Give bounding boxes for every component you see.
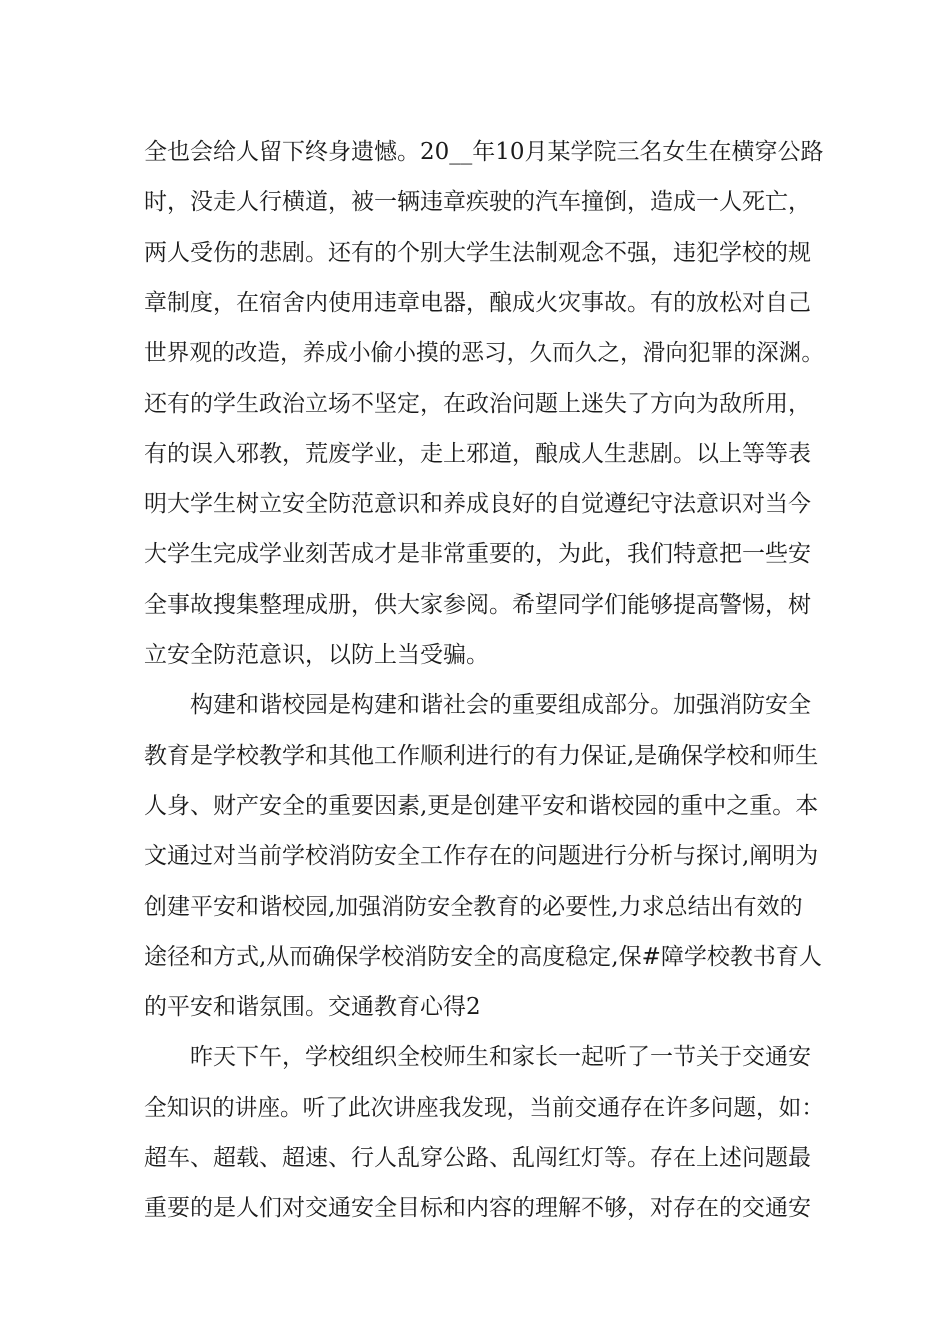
text-line: 途径和方式,从而确保学校消防安全的高度稳定,保#障学校教书育人 [144, 944, 822, 970]
text-line: 的平安和谐氛围。交通教育心得2 [144, 994, 481, 1020]
text-line: 重要的是人们对交通安全目标和内容的理解不够，对存在的交通安 [144, 1195, 811, 1221]
text-line: 世界观的改造，养成小偷小摸的恶习，久而久之，滑向犯罪的深渊。 [144, 340, 824, 366]
text-line: 全也会给人留下终身遗憾。20__年10月某学院三名女生在横穿公路 [144, 139, 824, 165]
text-line: 有的误入邪教，荒废学业，走上邪道，酿成人生悲剧。以上等等表 [144, 441, 811, 467]
text-line: 两人受伤的悲剧。还有的个别大学生法制观念不强，违犯学校的规 [144, 240, 811, 266]
text-line: 创建平安和谐校园,加强消防安全教育的必要性,力求总结出有效的 [144, 894, 803, 920]
text-line: 立安全防范意识，以防上当受骗。 [144, 642, 489, 668]
text-line: 还有的学生政治立场不坚定，在政治问题上迷失了方向为敌所用， [144, 391, 811, 417]
text-line: 章制度，在宿舍内使用违章电器，酿成火灾事故。有的放松对自己 [144, 290, 811, 316]
text-line: 大学生完成学业刻苦成才是非常重要的，为此，我们特意把一些安 [144, 541, 811, 567]
text-line: 构建和谐校园是构建和谐社会的重要组成部分。加强消防安全 [144, 692, 811, 718]
text-line: 明大学生树立安全防范意识和养成良好的自觉遵纪守法意识对当今 [144, 491, 811, 517]
text-line: 时，没走人行横道，被一辆违章疾驶的汽车撞倒，造成一人死亡， [144, 189, 811, 215]
text-line: 教育是学校教学和其他工作顺利进行的有力保证,是确保学校和师生 [144, 743, 819, 769]
text-line: 全知识的讲座。听了此次讲座我发现，当前交通存在许多问题，如： [144, 1095, 824, 1121]
text-line: 超车、超载、超速、行人乱穿公路、乱闯红灯等。存在上述问题最 [144, 1145, 811, 1171]
text-line: 文通过对当前学校消防安全工作存在的问题进行分析与探讨,阐明为 [144, 843, 819, 869]
text-line: 人身、财产安全的重要因素,更是创建平安和谐校园的重中之重。本 [144, 793, 819, 819]
text-line: 全事故搜集整理成册，供大家参阅。希望同学们能够提高警惕，树 [144, 592, 811, 618]
text-line: 昨天下午，学校组织全校师生和家长一起听了一节关于交通安 [144, 1044, 811, 1070]
